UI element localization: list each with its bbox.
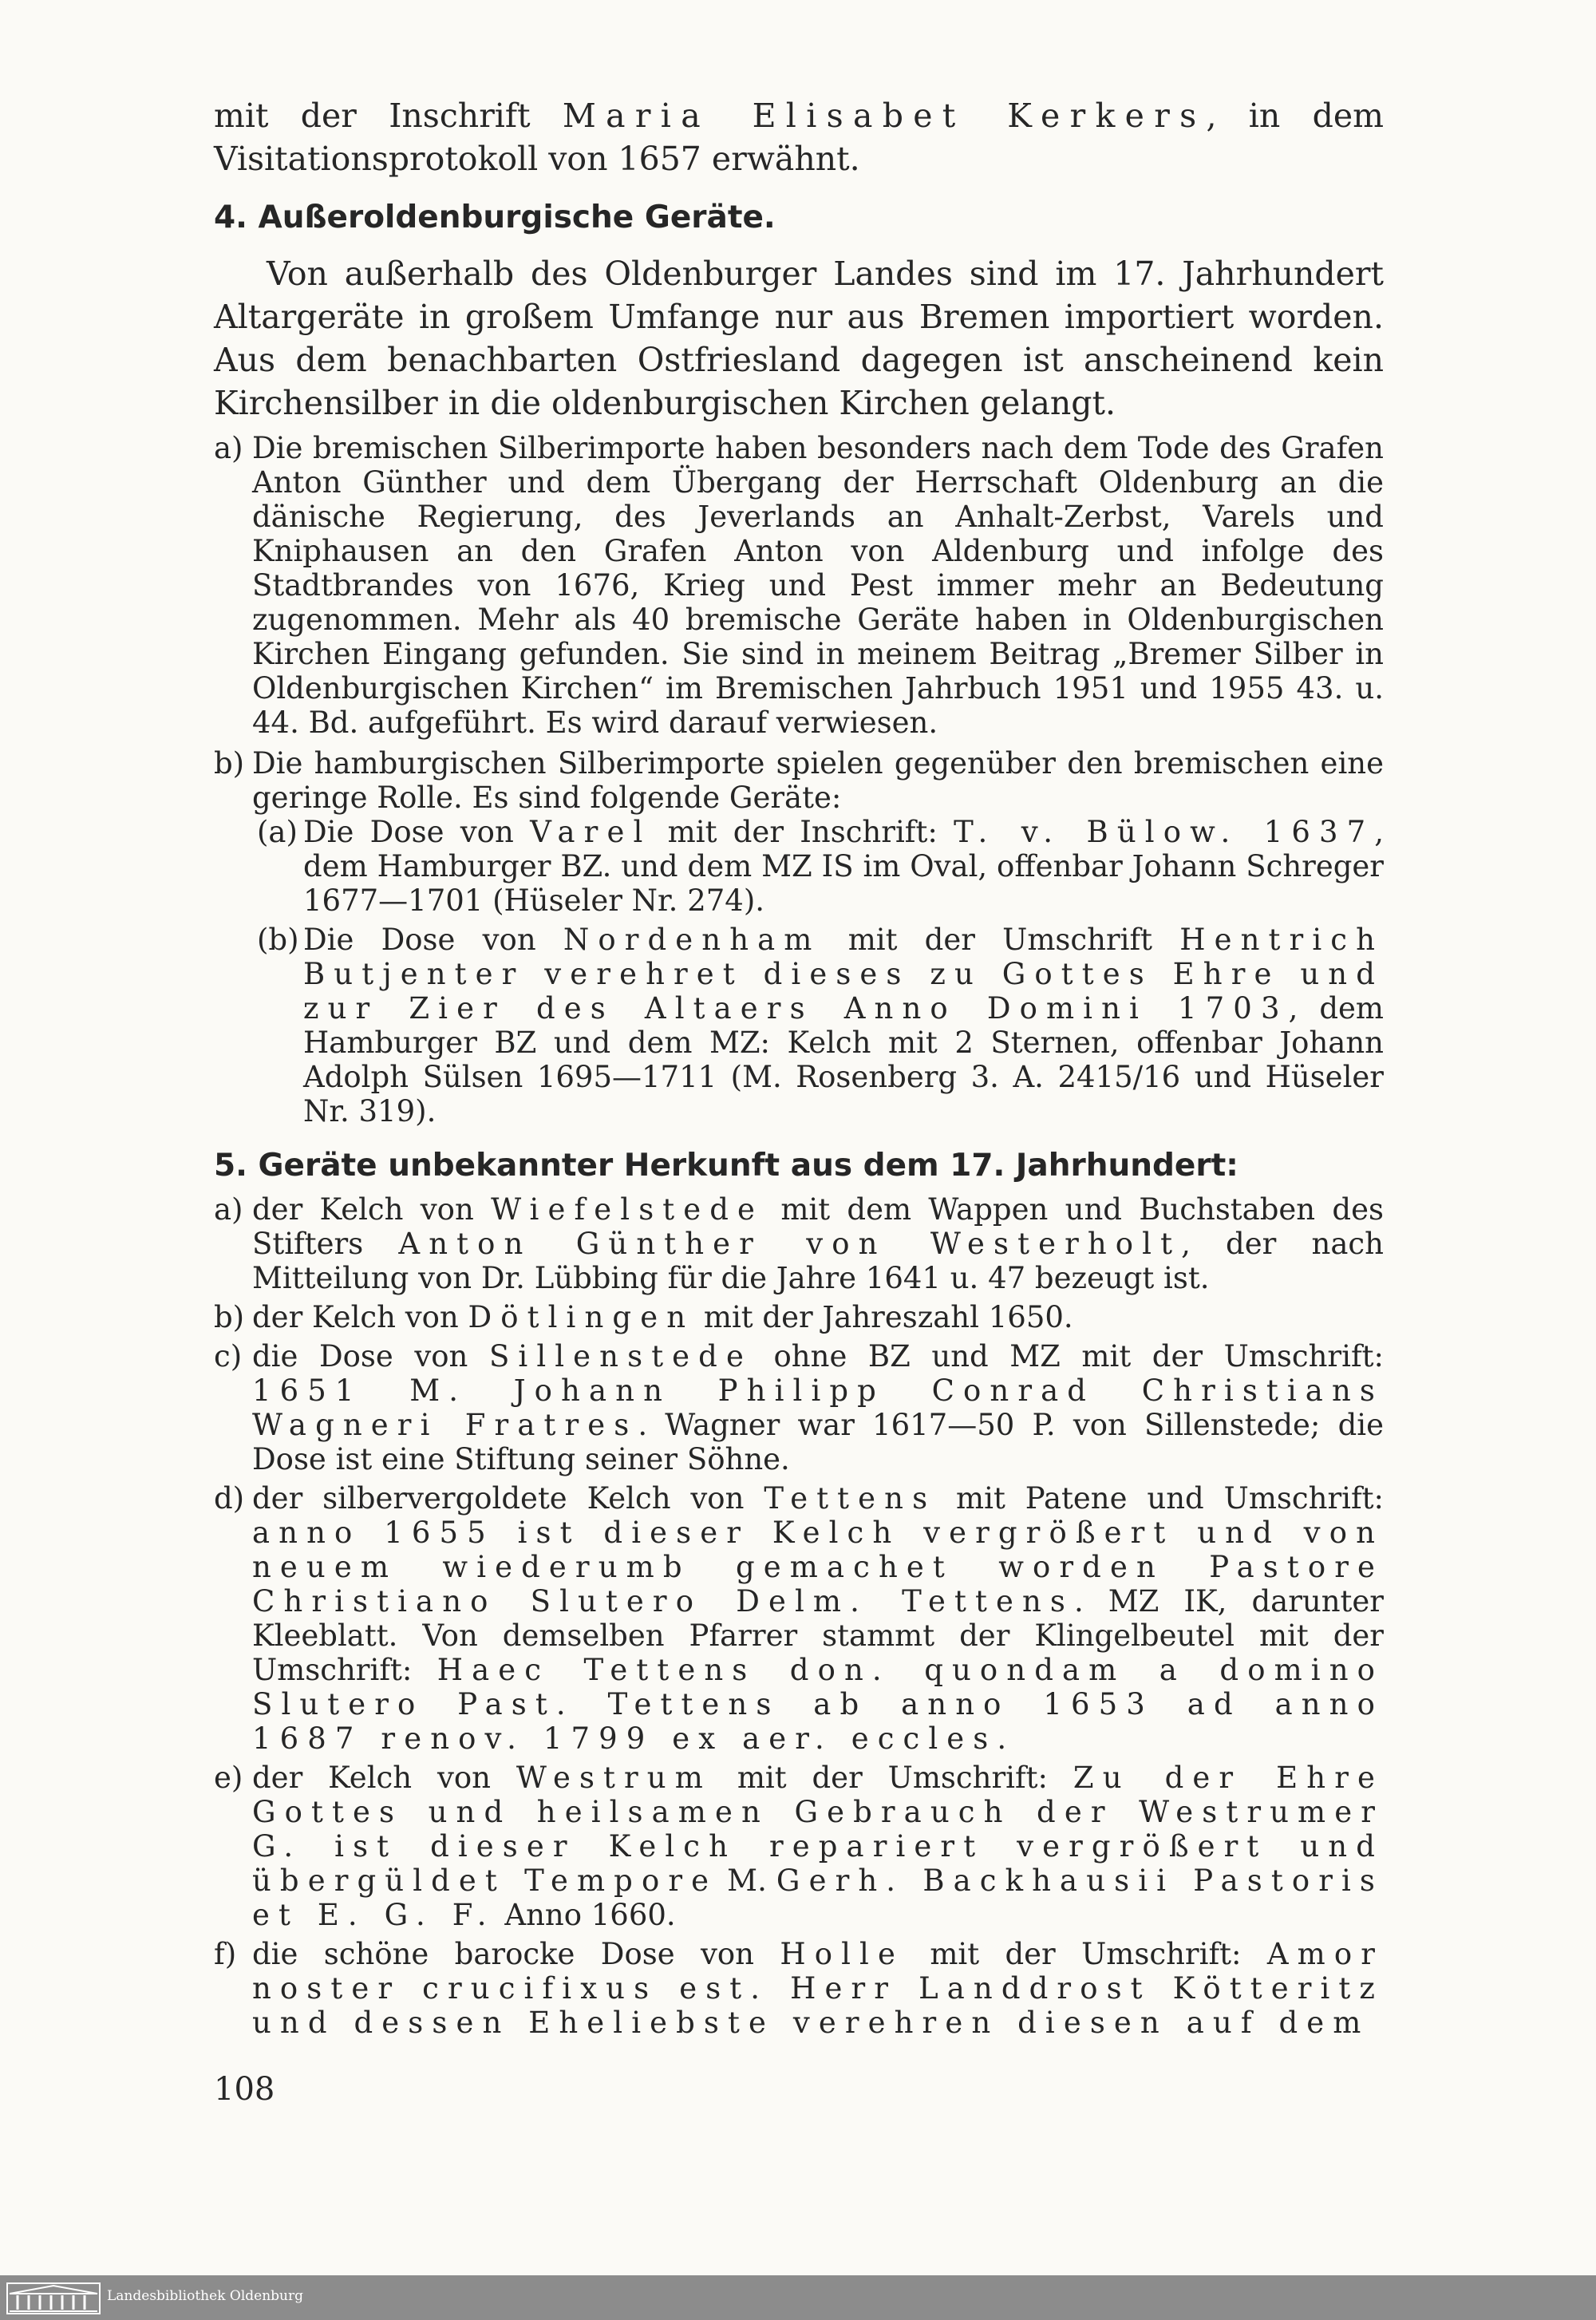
list-item: b) Die hamburgischen Silberimporte spielen gegenüber den bremischen eine geringe Rolle. Es sind folgende Geräte: [214,746,1384,815]
list-item: c) die Dose von Sillenstede ohne BZ und MZ mit der Umschrift: 1651 M. Johann Philipp Conrad Christians Wagneri Fratres. Wagner war 1617—50 P. von Sillenstede; die Dose ist eine Stiftung seiner Söhne. [214,1339,1384,1476]
library-building-icon [6,2282,101,2314]
continuation-paragraph: mit der Inschrift Maria Elisabet Kerkers, in dem Visitationsprotokoll von 1657 erwähnt. [214,97,1384,178]
page-number: 108 [214,2071,275,2108]
sub-list-item: (b) Die Dose von Nordenham mit der Umschrift Hentrich Butjenter verehret dieses zu Gottes Ehre und zur Zier des Altaers Anno Domini 1703, dem Hamburger BZ und dem MZ: Kelch mit 2 Sternen, offenbar Johann Adolph Sülsen 1695—1711 (M. Rosenberg 3. A. 2415/16 und Hüseler Nr. 319). [257,923,1384,1128]
page-body [214,94,1384,2040]
section-4-heading: 4. Außeroldenburgische Geräte. [214,200,776,235]
list-item: b) der Kelch von Dötlingen mit der Jahreszahl 1650. [214,1300,1073,1334]
list-item: d) der silbervergoldete Kelch von Tettens mit Patene und Umschrift: anno 1655 ist dieser Kelch vergrößert und von neuem wiederumb gemachet worden Pastore Christiano Slutero Delm. Tettens. MZ IK, darunter Kleeblatt. Von demselben Pfarrer stammt der Klingelbeutel mit der Umschrift: Haec Tettens don. quondam a domino Slutero Past. Tettens ab anno 1653 ad anno 1687 renov. 1799 ex aer. eccles. [214,1481,1384,1756]
list-item: a) Die bremischen Silberimporte haben besonders nach dem Tode des Grafen Anton Günther und dem Übergang der Herrschaft Oldenburg an die dänische Regierung, des Jeverlands an Anhalt-Zerbst, Varels und Kniphausen an den Grafen Anton von Aldenburg und infolge des Stadtbrandes von 1676, Krieg und Pest immer mehr an Bedeutung zugenommen. Mehr als 40 bremische Geräte haben in Oldenburgischen Kirchen Eingang gefunden. Sie sind in meinem Beitrag „Bremer Silber in Oldenburgischen Kirchen“ im Bremischen Jahrbuch 1951 und 1955 43. u. 44. Bd. aufgeführt. Es wird darauf verwiesen. [214,431,1384,740]
library-name[interactable]: Landesbibliothek Oldenburg [107,2288,304,2304]
footer-bar [0,2275,1596,2320]
section-5-list [214,1192,1384,2040]
sub-list-item: (a) Die Dose von Varel mit der Inschrift: T. v. Bülow. 1637, dem Hamburger BZ. und dem MZ IS im Oval, offenbar Johann Schreger 1677—1701 (Hüseler Nr. 274). [257,815,1385,918]
section-4-intro: Von außerhalb des Oldenburger Landes sind im 17. Jahrhundert Altargeräte in großem Umfange nur aus Bremen importiert worden. Aus dem benachbarten Ostfriesland dagegen ist anscheinend kein Kirchensilber in die oldenburgischen Kirchen gelangt. [214,255,1384,422]
list-item: a) der Kelch von Wiefelstede mit dem Wappen und Buchstaben des Stifters Anton Günther von Westerholt, der nach Mitteilung von Dr. Lübbing für die Jahre 1641 u. 47 bezeugt ist. [214,1192,1384,1295]
section-5-heading: 5. Geräte unbekannter Herkunft aus dem 17. Jahrhundert: [214,1148,1238,1184]
list-item: f) die schöne barocke Dose von Holle mit der Umschrift: Amor noster crucifixus est. Herr Landdrost Kötteritz und dessen Eheliebste verehren diesen auf dem [214,1937,1385,2040]
list-item: e) der Kelch von Westrum mit der Umschrift: Zu der Ehre Gottes und heilsamen Gebrauch der Westrumer G. ist dieser Kelch repariert vergrößert und übergüldet Tempore M. Gerh. Backhausii Pastoris et E. G. F. Anno 1660. [214,1761,1385,1932]
